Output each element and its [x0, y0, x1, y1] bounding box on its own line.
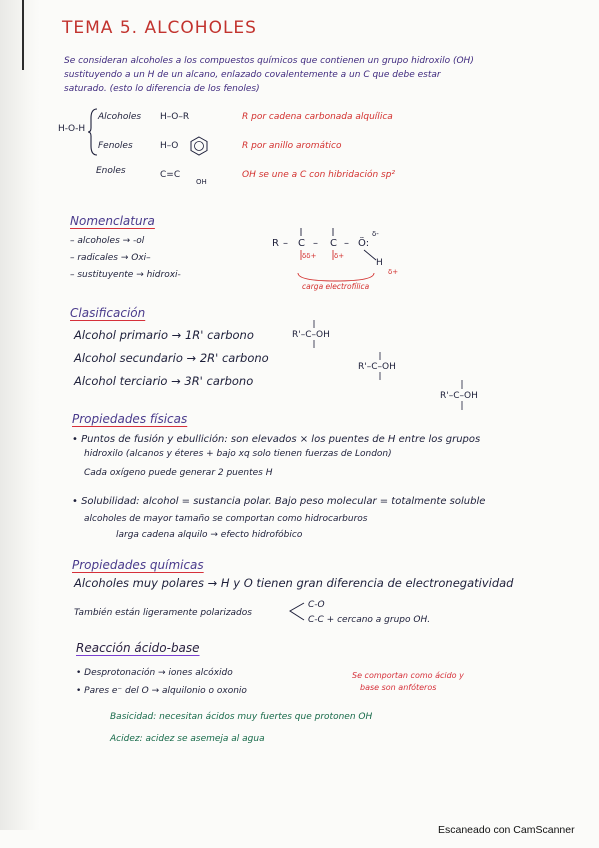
fenoles-formula: H–O	[160, 141, 179, 151]
types-brace	[88, 108, 98, 156]
clasificacion-row-2: Alcohol secundario → 2R' carbono	[74, 351, 269, 365]
enoles-formula: C=C	[160, 170, 181, 180]
diagram-delta-plus-h: δ+	[388, 268, 399, 276]
acido-base-basicidad: Basicidad: necesitan ácidos muy fuertes que protonen OH	[110, 712, 373, 722]
page-shadow	[0, 0, 40, 830]
quimicas-line-1: Alcoholes muy polares → H y O tienen gran diferencia de electronegatividad	[74, 576, 514, 590]
nomenclatura-item-2: – radicales → Oxi–	[70, 253, 151, 263]
fisicas-heading: Propiedades físicas	[72, 412, 188, 426]
diagram-h: H	[376, 258, 383, 268]
diagram-bond-2: –	[313, 238, 318, 249]
alcoholes-formula: H–O–R	[160, 112, 190, 122]
clasificacion-row-1: Alcohol primario → 1R' carbono	[74, 328, 254, 342]
alcoholes-note: R por cadena carbonada alquílica	[242, 112, 393, 122]
intro-line-1: Se consideran alcoholes a los compuestos químicos que contienen un grupo hidroxilo (OH)	[64, 56, 474, 66]
water-formula: H‑O‑H	[58, 124, 86, 134]
quimicas-cc: C-C + cercano a grupo OH.	[308, 615, 431, 625]
acido-base-bullet-1: • Desprotonación → iones alcóxido	[76, 668, 233, 678]
fisicas-p2-line1: • Solubilidad: alcohol = sustancia polar. Bajo peso molecular = totalmente soluble	[72, 496, 486, 507]
quimicas-fork	[288, 600, 306, 624]
acido-base-heading: Reacción ácido-base	[76, 641, 200, 655]
enoles-oh: OH	[196, 178, 207, 186]
scanner-watermark: Escaneado con CamScanner	[438, 824, 575, 836]
diagram-r: R	[272, 238, 279, 249]
fisicas-p2-line3: larga cadena alquilo → efecto hidrofóbico	[116, 530, 303, 540]
diagram-delta-minus: δ-	[372, 230, 379, 238]
diagram-bond-3: –	[344, 238, 349, 249]
fisicas-p2-line2: alcoholes de mayor tamaño se comportan como hidrocarburos	[84, 514, 368, 524]
clasificacion-bonds	[300, 316, 480, 416]
fenoles-note: R por anillo aromático	[242, 141, 342, 151]
fenoles-label: Fenoles	[98, 141, 133, 151]
diagram-bond-1: –	[283, 238, 288, 249]
clasificacion-formula-3: R'–C–OH	[440, 391, 478, 401]
fisicas-p1-line3: Cada oxígeno puede generar 2 puentes H	[84, 468, 273, 478]
fisicas-p1-line1: • Puntos de fusión y ebullición: son elevados × los puentes de H entre los grupos	[72, 434, 481, 445]
quimicas-co: C-O	[308, 600, 325, 610]
diagram-c1: C	[298, 238, 305, 249]
nomenclatura-heading: Nomenclatura	[70, 214, 155, 228]
alcoholes-label: Alcoholes	[98, 112, 142, 122]
quimicas-line-2: También están ligeramente polarizados	[74, 608, 252, 618]
clasificacion-heading: Clasificación	[70, 306, 146, 320]
diagram-caption: carga electrofílica	[302, 282, 370, 291]
diagram-c2: C	[330, 238, 337, 249]
quimicas-heading: Propiedades químicas	[72, 558, 204, 572]
clasificacion-row-3: Alcohol terciario → 3R' carbono	[74, 374, 254, 388]
notebook-binding-line	[22, 0, 24, 70]
acido-base-acidez: Acidez: acidez se asemeja al agua	[110, 734, 265, 744]
nomenclatura-item-3: – sustituyente → hidroxi-	[70, 270, 181, 280]
acido-base-bullet-2: • Pares e⁻ del O → alquilonio o oxonio	[76, 686, 247, 696]
acido-base-side-1: Se comportan como ácido y	[352, 671, 464, 680]
enoles-note: OH se une a C con hibridación sp²	[242, 170, 396, 180]
acido-base-side-2: base son anfóteros	[360, 683, 437, 692]
diagram-delta-c2: δ+	[334, 252, 345, 260]
clasificacion-formula-1: R'–C–OH	[292, 330, 330, 340]
fisicas-p1-line2: hidroxilo (alcanos y éteres + bajo xq solo tienen fuerzas de London)	[84, 449, 392, 459]
enoles-label: Enoles	[96, 166, 126, 176]
intro-line-2: sustituyendo a un H de un alcano, enlazado covalentemente a un C que debe estar	[64, 70, 441, 80]
diagram-delta-c1: δδ+	[302, 252, 317, 260]
intro-line-3: saturado. (esto lo diferencia de los fenoles)	[64, 84, 260, 94]
nomenclatura-item-1: – alcoholes → -ol	[70, 236, 145, 246]
diagram-o: Ö:	[358, 238, 370, 249]
benzene-ring-icon	[190, 136, 208, 156]
clasificacion-formula-2: R'–C–OH	[358, 362, 396, 372]
page-title: TEMA 5. ALCOHOLES	[62, 18, 257, 38]
